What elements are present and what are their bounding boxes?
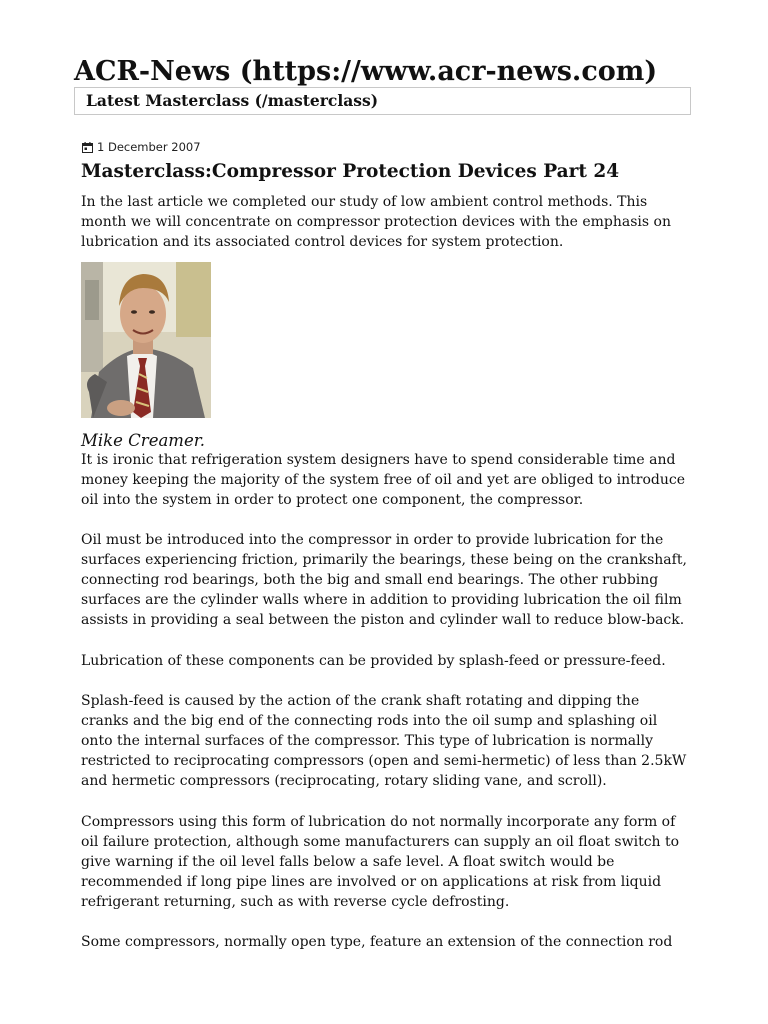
article-paragraph: Some compressors, normally open type, feature an extension of the connection rod	[81, 934, 673, 950]
calendar-icon	[82, 142, 93, 153]
photo-caption: Mike Creamer.	[81, 431, 206, 450]
article-paragraph: Oil must be introduced into the compressor in order to provide lubrication for the surfaces experiencing friction, primarily the bearings, these being on the crankshaft, connecting rod bearings, both the big and small end bearings. The other rubbing surfaces are the cylinder walls where in addition to providing lubrication the oil film assists in providing a seal between the piston and cylinder wall to reduce blow-back.	[81, 532, 687, 629]
masterclass-nav	[74, 87, 691, 115]
article-paragraph: Compressors using this form of lubrication do not normally incorporate any form of oil failure protection, although some manufacturers can supply an oil float switch to give warning if the oil level falls below a safe level. A float switch would be recommended if long pipe lines are involved or on applications at risk from liquid refrigerant returning, such as with reverse cycle defrosting.	[81, 814, 680, 911]
article-title: Masterclass:Compressor Protection Devices Part 24	[81, 161, 620, 182]
article-paragraph: It is ironic that refrigeration system designers have to spend considerable time and money keeping the majority of the system free of oil and yet are obliged to introduce oil into the system in order to protect one component, the compressor.	[81, 452, 686, 509]
latest-masterclass-link[interactable]: Latest Masterclass (/masterclass)	[86, 91, 379, 110]
article-date	[82, 139, 201, 155]
article-date-text: 1 December 2007	[97, 140, 201, 154]
article-intro: In the last article we completed our study of low ambient control methods. This month we will concentrate on compressor protection devices with the emphasis on lubrication and its associated control devices for system protection.	[81, 194, 671, 251]
article-paragraph: Lubrication of these components can be provided by splash-feed or pressure-feed.	[81, 653, 666, 669]
author-photo	[81, 262, 211, 418]
site-title[interactable]: ACR-News (https://www.acr-news.com)	[74, 56, 658, 87]
article-paragraph: Splash-feed is caused by the action of the crank shaft rotating and dipping the cranks and the big end of the connecting rods into the oil sump and splashing oil onto the internal surfaces of the compressor. This type of lubrication is normally restricted to reciprocating compressors (open and semi-hermetic) of less than 2.5kW and hermetic compressors (reciprocating, rotary sliding vane, and scroll).	[81, 693, 687, 790]
